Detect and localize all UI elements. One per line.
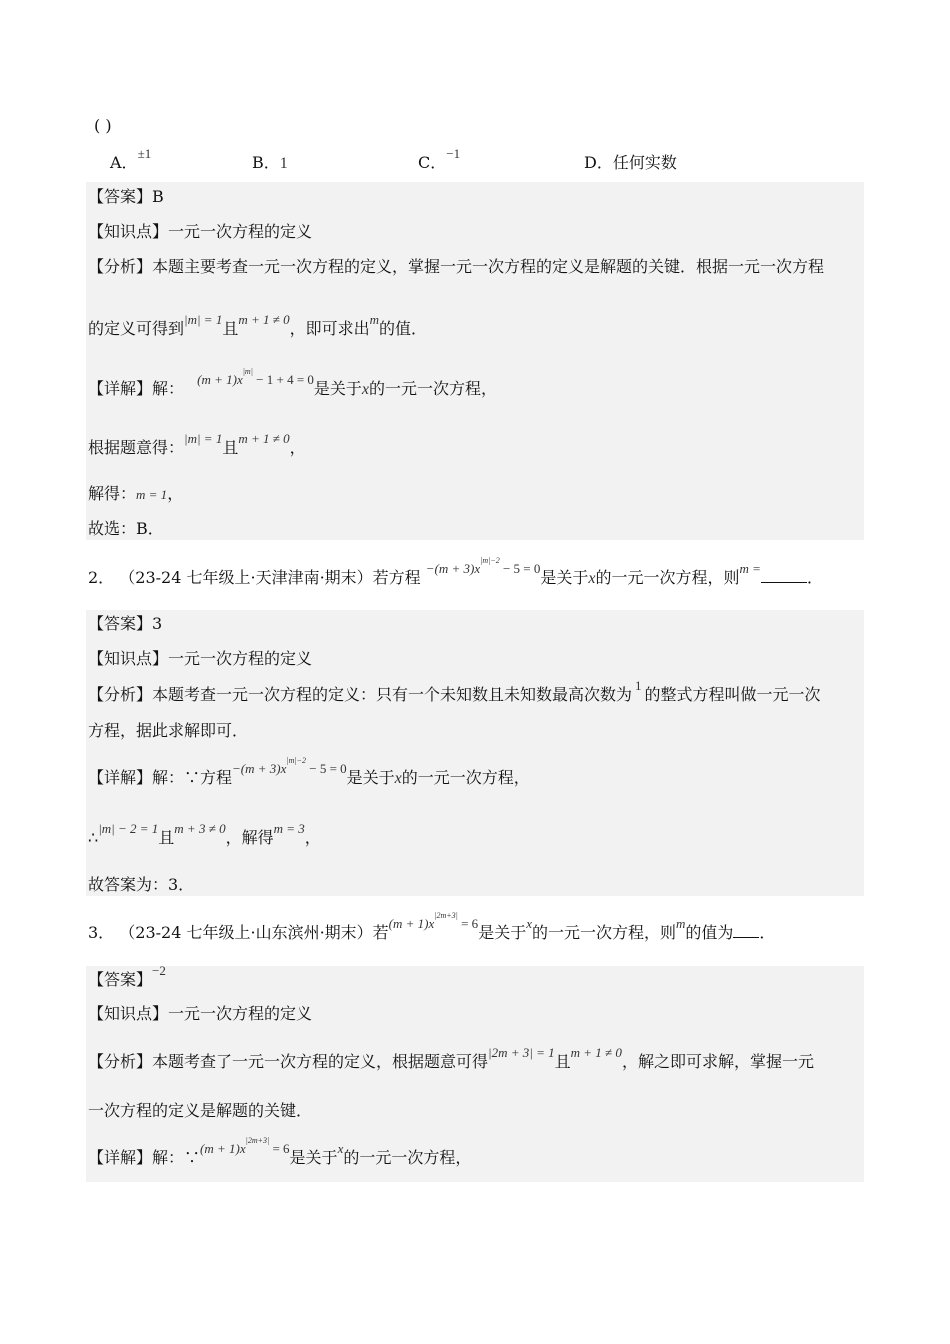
question-source: （23-24 七年级上·天津津南·期末）若方程: [119, 568, 421, 587]
answer-tag: 【答案】: [88, 614, 153, 633]
analysis-text: 本题考查一元一次方程的定义：只有一个未知数且未知数最高次数为: [152, 685, 633, 704]
detail-text: 且: [222, 438, 239, 457]
option-value: −1: [446, 146, 461, 161]
math-solution: m = 3: [273, 821, 305, 836]
analysis-text: 的定义可得到: [88, 319, 185, 338]
answer-blank: [761, 566, 807, 583]
q3-analysis-line-2: 一次方程的定义是解题的关键．: [88, 1101, 313, 1120]
math-var: m: [676, 916, 686, 931]
q3-knowledge-line: [88, 1003, 312, 1025]
option-letter: D．: [584, 153, 613, 172]
eq-part: − 5 = 0: [499, 561, 541, 576]
eq-part: −(m + 3)x: [425, 561, 481, 576]
eq-exponent: |m|: [242, 367, 253, 376]
question-text: 是关于: [478, 923, 527, 942]
math-equation: [200, 1136, 290, 1156]
q3-answer-line: [88, 963, 166, 992]
question-text: 的一元一次方程，则: [595, 568, 740, 587]
knowledge-tag: 【知识点】: [88, 222, 169, 241]
math-equation: [388, 911, 479, 931]
math-condition: m + 1 ≠ 0: [570, 1045, 622, 1060]
question-text: 的一元一次方程，则: [531, 923, 676, 942]
eq-exponent: |m|−2: [480, 556, 500, 565]
option-value: ±1: [137, 146, 152, 161]
knowledge-tag: 【知识点】: [88, 1004, 169, 1023]
math-condition: m + 3 ≠ 0: [174, 821, 226, 836]
detail-text: 解：: [152, 379, 185, 398]
detail-text: 的一元一次方程，: [369, 379, 498, 398]
q1-choose-line: 故选：B．: [88, 519, 164, 538]
detail-text: 的一元一次方程，: [343, 1148, 472, 1167]
eq-part: − 1 + 4 = 0: [252, 372, 314, 387]
analysis-text: 本题考查了一元一次方程的定义，根据题意可得: [152, 1052, 489, 1071]
q2-stem: [88, 556, 823, 592]
eq-part: (m + 1)x: [388, 916, 435, 931]
math-var: x: [526, 916, 532, 931]
question-text: 的值为: [685, 923, 734, 942]
option-letter: B．: [252, 153, 280, 172]
math-var: x: [361, 381, 370, 398]
knowledge-tag: 【知识点】: [88, 649, 169, 668]
analysis-text: ，解之即可求解，掌握一元: [621, 1052, 814, 1071]
detail-text: 是关于: [313, 379, 362, 398]
eq-exponent: |2m+3|: [434, 911, 458, 920]
q2-analysis-line-1: [88, 678, 821, 707]
option-letter: C．: [418, 153, 447, 172]
detail-text: 是关于: [346, 768, 395, 787]
math-var: x: [394, 770, 402, 787]
q1-analysis-line-2: [88, 312, 428, 341]
eq-part: (m + 1)x: [200, 1141, 246, 1156]
answer-paren: ( ): [94, 116, 112, 135]
math-condition: m + 1 ≠ 0: [238, 431, 290, 446]
eq-part: = 6: [269, 1141, 290, 1156]
detail-text: ，: [167, 484, 184, 503]
math-equation: [425, 556, 541, 576]
answer-blank: [733, 921, 759, 938]
knowledge-text: 一元一次方程的定义: [168, 1004, 313, 1023]
answer-value: −2: [152, 963, 166, 978]
answer-value: 3: [152, 614, 163, 633]
eq-part: − 5 = 0: [305, 761, 347, 776]
analysis-text: 且: [222, 319, 239, 338]
detail-tag: 【详解】: [88, 1148, 153, 1167]
analysis-tag: 【分析】: [88, 685, 153, 704]
detail-tag: 【详解】: [88, 768, 153, 787]
option-value: 1: [279, 155, 288, 172]
option-a: [110, 146, 152, 173]
q2-analysis-line-2: 方程，据此求解即可．: [88, 721, 249, 740]
analysis-text: 的整式方程叫做一元一次: [644, 685, 821, 704]
math-ask: m =: [739, 561, 761, 576]
eq-part: −(m + 3)x: [232, 761, 287, 776]
option-letter: A．: [110, 153, 138, 172]
math-var: x: [337, 1141, 344, 1156]
question-text: ．: [759, 923, 776, 942]
question-source: （23-24 七年级上·山东滨州·期末）若: [119, 923, 389, 942]
detail-text: 的一元一次方程，: [401, 768, 530, 787]
knowledge-text: 一元一次方程的定义: [168, 649, 313, 668]
detail-text: ，解得: [225, 828, 274, 847]
question-number: 3．: [88, 923, 115, 942]
detail-text: 是关于: [289, 1148, 338, 1167]
detail-text: 且: [158, 828, 175, 847]
detail-text: 解：∵: [152, 1148, 201, 1167]
q2-condition-line: [88, 821, 321, 850]
q2-answer-line: [88, 613, 162, 635]
answer-value: B: [152, 187, 164, 206]
question-text: ．: [806, 568, 823, 587]
analysis-text: 本题主要考查一元一次方程的定义，掌握一元一次方程的定义是解题的关键．根据一元一次方程: [152, 257, 825, 276]
q3-stem: [88, 911, 776, 947]
eq-exponent: |2m+3|: [245, 1136, 270, 1145]
math-condition: m + 1 ≠ 0: [238, 312, 290, 327]
math-abs-condition: |2m + 3| = 1: [488, 1045, 555, 1060]
option-d: [584, 150, 677, 173]
math-abs-m: |m| = 1: [184, 431, 223, 446]
q1-knowledge-line: [88, 221, 312, 243]
q1-detail-line: [88, 367, 498, 403]
q3-detail-line: [88, 1136, 472, 1172]
math-abs-condition: |m| − 2 = 1: [98, 821, 159, 836]
answer-tag: 【答案】: [88, 187, 153, 206]
eq-part: (m + 1)x: [197, 372, 243, 387]
detail-text: 解：∵方程: [152, 768, 233, 787]
analysis-tag: 【分析】: [88, 1052, 153, 1071]
math-number: 1: [635, 678, 642, 693]
math-var: x: [588, 570, 596, 587]
q3-analysis-line-1: [88, 1045, 814, 1074]
q2-knowledge-line: [88, 648, 312, 670]
q1-analysis-line-1: [88, 256, 824, 278]
eq-exponent: |m|−2: [286, 756, 306, 765]
q2-final-line: 故答案为：3．: [88, 875, 195, 894]
detail-text: ，: [289, 438, 306, 457]
analysis-text: 的值．: [379, 319, 428, 338]
knowledge-text: 一元一次方程的定义: [168, 222, 313, 241]
answer-tag: 【答案】: [88, 970, 153, 989]
q2-detail-line: [88, 756, 530, 792]
question-text: 是关于: [540, 568, 589, 587]
question-number: 2．: [88, 568, 115, 587]
math-var: m: [369, 312, 380, 327]
option-c: [418, 146, 461, 173]
analysis-tag: 【分析】: [88, 257, 153, 276]
detail-tag: 【详解】: [88, 379, 153, 398]
option-b: [252, 150, 288, 173]
detail-text: ，: [304, 828, 321, 847]
eq-part: = 6: [457, 916, 479, 931]
detail-text: 解得：: [88, 484, 137, 503]
q1-solve-line: [88, 483, 183, 506]
analysis-text: 且: [554, 1052, 571, 1071]
analysis-text: ，即可求出: [289, 319, 370, 338]
option-value: 任何实数: [612, 153, 677, 172]
detail-text: 根据题意得：: [88, 438, 185, 457]
q1-answer-line: [88, 186, 164, 208]
math-solution: m = 1: [136, 487, 168, 502]
math-abs-m: |m| = 1: [184, 312, 223, 327]
therefore-symbol: ∴: [88, 828, 99, 847]
math-equation: [197, 367, 314, 387]
math-equation: [232, 756, 347, 776]
q1-condition-line: [88, 431, 306, 460]
